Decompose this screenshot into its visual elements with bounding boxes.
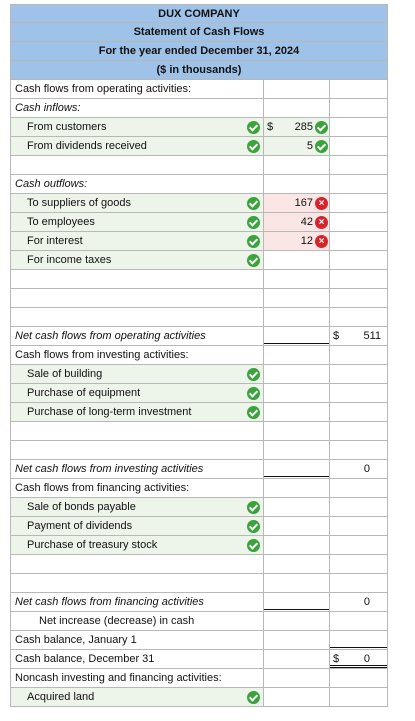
total-value: 0	[363, 596, 370, 608]
row-cash-outflows	[10, 175, 388, 194]
amount-cell[interactable]	[263, 289, 329, 307]
label-cell[interactable]	[10, 137, 263, 155]
row-cash-jan1	[10, 631, 388, 650]
label-cell[interactable]	[10, 232, 263, 250]
total-cell[interactable]	[329, 99, 388, 117]
amount-cell[interactable]	[263, 460, 329, 478]
label-cell[interactable]	[10, 460, 263, 478]
label-cell[interactable]	[10, 441, 263, 459]
row-label: Cash balance, December 31	[15, 653, 155, 665]
total-cell[interactable]	[329, 175, 388, 193]
dollar-sign: $	[333, 330, 340, 342]
check-circle-icon	[247, 121, 260, 134]
statement-period	[10, 42, 388, 61]
total-cell[interactable]	[329, 441, 388, 459]
row-label: Cash outflows:	[15, 178, 88, 190]
total-cell[interactable]	[329, 251, 388, 269]
row-empty	[10, 555, 388, 574]
row-label: Cash flows from investing activities:	[15, 349, 189, 361]
label-cell[interactable]	[10, 99, 263, 117]
total-cell[interactable]	[329, 270, 388, 288]
total-double-underline	[330, 665, 387, 668]
row-empty	[10, 270, 388, 289]
subtotal-underline	[264, 343, 329, 344]
total-cell[interactable]	[329, 631, 388, 649]
amount-cell[interactable]	[263, 194, 329, 212]
label-cell[interactable]	[10, 270, 263, 288]
row-purchase-equipment	[10, 384, 388, 403]
total-cell[interactable]	[329, 669, 388, 687]
label-cell[interactable]	[10, 308, 263, 326]
amount-cell[interactable]	[263, 156, 329, 174]
row-label: Cash flows from operating activities:	[15, 83, 192, 95]
check-circle-icon	[247, 406, 260, 419]
label-cell[interactable]	[10, 422, 263, 440]
total-cell[interactable]	[329, 650, 388, 668]
row-label: Noncash investing and financing activities:	[15, 672, 222, 684]
total-cell[interactable]	[329, 498, 388, 516]
dollar-sign: $	[267, 121, 274, 133]
row-payment-dividends	[10, 517, 388, 536]
label-cell[interactable]	[10, 175, 263, 193]
check-circle-icon	[315, 140, 328, 153]
label-cell[interactable]	[10, 612, 263, 630]
row-label: From customers	[27, 121, 107, 133]
amount-cell[interactable]	[263, 403, 329, 421]
subtotal-underline	[264, 609, 329, 610]
label-cell[interactable]	[10, 289, 263, 307]
company-name-text: DUX COMPANY	[158, 8, 240, 20]
amount-cell[interactable]	[263, 384, 329, 402]
row-label: Purchase of equipment	[27, 387, 141, 399]
check-circle-icon	[247, 387, 260, 400]
row-label: Net cash flows from financing activities	[15, 596, 204, 608]
label-cell[interactable]	[10, 156, 263, 174]
check-circle-icon	[247, 539, 260, 552]
x-circle-icon: ×	[315, 216, 328, 229]
check-circle-icon	[247, 520, 260, 533]
label-cell[interactable]	[10, 479, 263, 497]
amount-value: 12	[300, 235, 313, 247]
check-circle-icon	[247, 501, 260, 514]
amount-cell[interactable]	[263, 441, 329, 459]
amount-cell[interactable]	[263, 650, 329, 668]
cash-flow-worksheet	[10, 4, 388, 707]
row-to-suppliers	[10, 194, 388, 213]
row-label: Cash balance, January 1	[15, 634, 137, 646]
total-cell[interactable]	[329, 156, 388, 174]
label-cell[interactable]	[10, 574, 263, 592]
row-cash-dec31	[10, 650, 388, 669]
row-label: Net increase (decrease) in cash	[39, 615, 195, 627]
total-cell[interactable]	[329, 365, 388, 383]
amount-cell[interactable]	[263, 251, 329, 269]
amount-cell[interactable]	[263, 479, 329, 497]
total-cell[interactable]	[329, 213, 388, 231]
row-label: Sale of bonds payable	[27, 501, 136, 513]
amount-cell[interactable]	[263, 270, 329, 288]
check-circle-icon	[247, 235, 260, 248]
label-cell[interactable]	[10, 650, 263, 668]
statement-period-text: For the year ended December 31, 2024	[98, 45, 300, 57]
amount-cell[interactable]	[263, 669, 329, 687]
row-financing-heading	[10, 479, 388, 498]
amount-value: 5	[306, 140, 313, 152]
row-label: Acquired land	[27, 691, 95, 703]
row-from-customers	[10, 118, 388, 137]
amount-cell[interactable]	[263, 536, 329, 554]
total-cell[interactable]	[329, 346, 388, 364]
dollar-sign: $	[333, 653, 340, 665]
total-cell[interactable]	[329, 536, 388, 554]
row-empty	[10, 574, 388, 593]
check-circle-icon	[247, 254, 260, 267]
amount-cell[interactable]	[263, 631, 329, 649]
amount-cell[interactable]	[263, 574, 329, 592]
row-empty	[10, 441, 388, 460]
check-circle-icon	[247, 216, 260, 229]
total-cell[interactable]	[329, 289, 388, 307]
total-cell[interactable]	[329, 612, 388, 630]
total-cell[interactable]	[329, 384, 388, 402]
total-cell[interactable]	[329, 593, 388, 611]
amount-cell[interactable]	[263, 498, 329, 516]
row-label: Sale of building	[27, 368, 103, 380]
total-cell[interactable]	[329, 118, 388, 136]
row-for-interest	[10, 232, 388, 251]
row-label: To suppliers of goods	[27, 197, 131, 209]
statement-units-text: ($ in thousands)	[156, 64, 242, 76]
total-cell[interactable]	[329, 574, 388, 592]
total-value: 0	[363, 653, 370, 665]
row-empty	[10, 308, 388, 327]
row-label: Purchase of treasury stock	[27, 539, 158, 551]
label-cell[interactable]	[10, 384, 263, 402]
total-cell[interactable]	[329, 422, 388, 440]
row-label: Payment of dividends	[27, 520, 133, 532]
row-label: For interest	[27, 235, 83, 247]
total-cell[interactable]	[329, 460, 388, 478]
label-cell[interactable]	[10, 498, 263, 516]
row-net-investing	[10, 460, 388, 479]
amount-cell[interactable]	[263, 80, 329, 98]
amount-cell[interactable]	[263, 213, 329, 231]
label-cell[interactable]	[10, 327, 263, 345]
amount-cell[interactable]	[263, 137, 329, 155]
row-purchase-treasury	[10, 536, 388, 555]
statement-title-text: Statement of Cash Flows	[133, 26, 265, 38]
amount-cell[interactable]	[263, 517, 329, 535]
subtotal-underline	[330, 647, 387, 648]
row-empty	[10, 156, 388, 175]
amount-cell[interactable]	[263, 99, 329, 117]
row-empty	[10, 422, 388, 441]
row-for-income-taxes	[10, 251, 388, 270]
label-cell[interactable]	[10, 555, 263, 573]
x-circle-icon: ×	[315, 197, 328, 210]
row-label: From dividends received	[27, 140, 147, 152]
row-operating-heading	[10, 80, 388, 99]
row-label: Cash flows from financing activities:	[15, 482, 190, 494]
amount-value: 42	[300, 216, 313, 228]
label-cell[interactable]	[10, 403, 263, 421]
amount-value: 285	[294, 121, 313, 133]
row-acquired-land	[10, 688, 388, 707]
total-cell[interactable]	[329, 137, 388, 155]
label-cell[interactable]	[10, 194, 263, 212]
label-cell[interactable]	[10, 593, 263, 611]
amount-cell[interactable]	[263, 365, 329, 383]
label-cell[interactable]	[10, 536, 263, 554]
label-cell[interactable]	[10, 118, 263, 136]
amount-cell[interactable]	[263, 612, 329, 630]
amount-cell[interactable]	[263, 688, 329, 706]
label-cell[interactable]	[10, 80, 263, 98]
row-cash-inflows	[10, 99, 388, 118]
label-cell[interactable]	[10, 669, 263, 687]
row-sale-bonds	[10, 498, 388, 517]
label-cell[interactable]	[10, 213, 263, 231]
row-label: Net cash flows from investing activities	[15, 463, 204, 475]
label-cell[interactable]	[10, 631, 263, 649]
amount-value: 167	[294, 197, 313, 209]
total-cell[interactable]	[329, 194, 388, 212]
amount-cell[interactable]	[263, 346, 329, 364]
x-circle-icon: ×	[315, 235, 328, 248]
row-net-operating	[10, 327, 388, 346]
row-label: For income taxes	[27, 254, 112, 266]
total-cell[interactable]	[329, 555, 388, 573]
amount-cell[interactable]	[263, 175, 329, 193]
statement-title	[10, 23, 388, 42]
statement-units	[10, 61, 388, 80]
row-to-employees	[10, 213, 388, 232]
check-circle-icon	[247, 140, 260, 153]
label-cell[interactable]	[10, 365, 263, 383]
check-circle-icon	[315, 121, 328, 134]
label-cell[interactable]	[10, 688, 263, 706]
amount-cell[interactable]	[263, 555, 329, 573]
company-name	[10, 4, 388, 23]
total-cell[interactable]	[329, 517, 388, 535]
row-empty	[10, 289, 388, 308]
total-cell[interactable]	[329, 403, 388, 421]
row-label: To employees	[27, 216, 95, 228]
check-circle-icon	[247, 197, 260, 210]
row-label: Net cash flows from operating activities	[15, 330, 206, 342]
amount-cell[interactable]	[263, 593, 329, 611]
amount-cell[interactable]	[263, 422, 329, 440]
total-cell[interactable]	[329, 308, 388, 326]
subtotal-underline	[264, 476, 329, 477]
total-cell[interactable]	[329, 80, 388, 98]
total-cell[interactable]	[329, 327, 388, 345]
row-label: Cash inflows:	[15, 102, 81, 114]
row-label: Purchase of long-term investment	[27, 406, 192, 418]
row-net-increase	[10, 612, 388, 631]
total-cell[interactable]	[329, 688, 388, 706]
check-circle-icon	[247, 368, 260, 381]
amount-cell[interactable]	[263, 308, 329, 326]
row-noncash-heading	[10, 669, 388, 688]
total-cell[interactable]	[329, 479, 388, 497]
label-cell[interactable]	[10, 251, 263, 269]
row-net-financing	[10, 593, 388, 612]
row-from-dividends	[10, 137, 388, 156]
total-cell[interactable]	[329, 232, 388, 250]
total-value: 0	[363, 463, 370, 475]
amount-cell[interactable]	[263, 118, 329, 136]
row-investing-heading	[10, 346, 388, 365]
total-value: 511	[363, 330, 381, 342]
row-purchase-lt-investment	[10, 403, 388, 422]
label-cell[interactable]	[10, 346, 263, 364]
label-cell[interactable]	[10, 517, 263, 535]
amount-cell[interactable]	[263, 232, 329, 250]
row-sale-building	[10, 365, 388, 384]
amount-cell[interactable]	[263, 327, 329, 345]
check-circle-icon	[247, 691, 260, 704]
